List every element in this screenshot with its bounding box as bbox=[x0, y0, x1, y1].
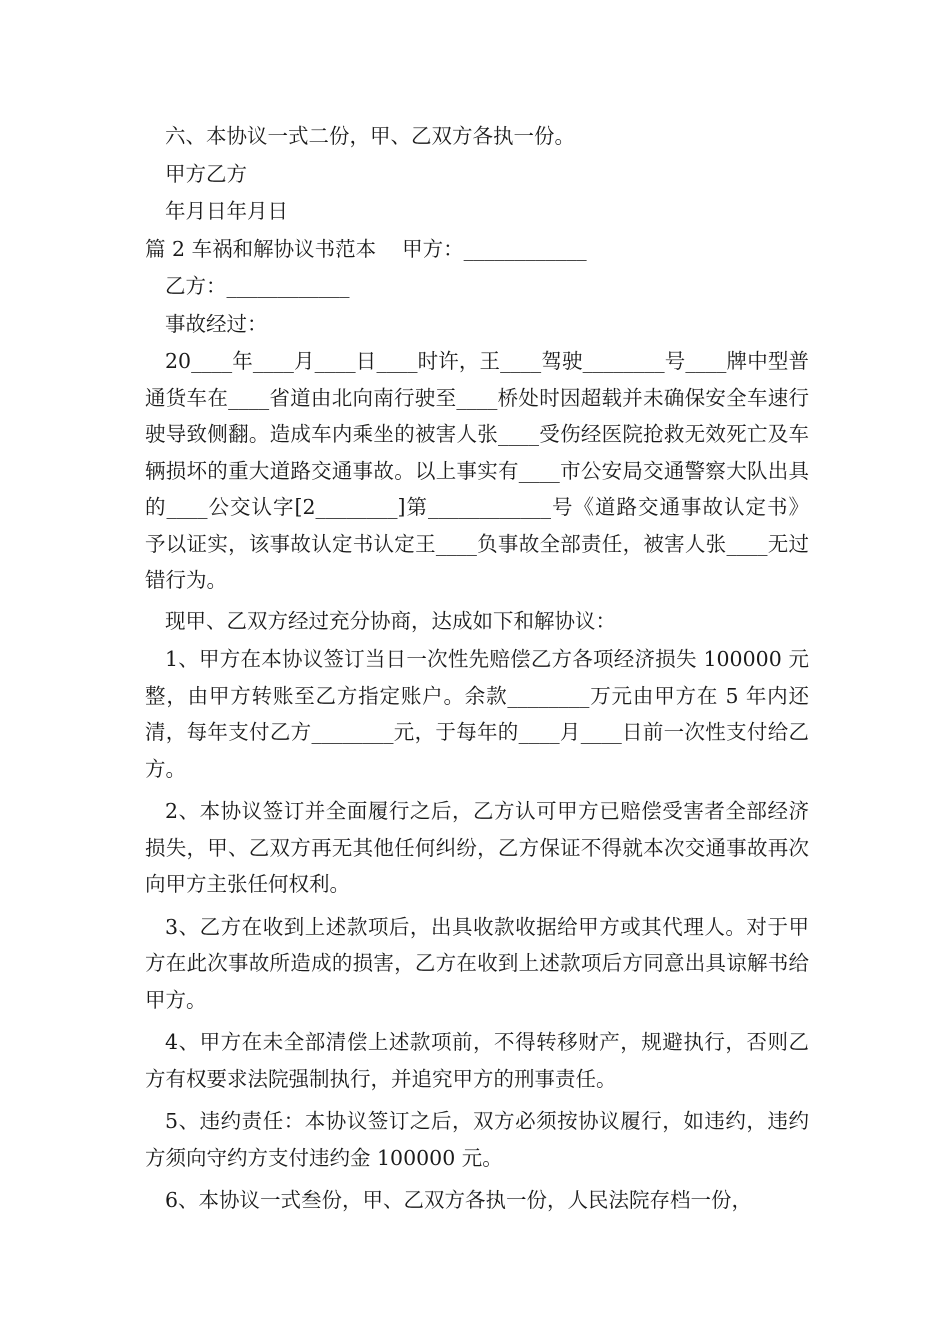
clause-copies-previous: 六、本协议一式二份，甲、乙双方各执一份。 bbox=[165, 124, 575, 148]
clause-4: 4、甲方在未全部清偿上述款项前，不得转移财产，规避执行，否则乙方有权要求法院强制执行，并追究甲方的刑事责任。 bbox=[145, 1030, 809, 1091]
clause-6: 6、本协议一式叁份，甲、乙双方各执一份，人民法院存档一份， bbox=[165, 1188, 753, 1212]
clause-1: 1、甲方在本协议签订当日一次性先赔偿乙方各项经济损失 100000 元整，由甲方转账至乙方指定账户。余款________万元由甲方在 5 年内还清，每年支付乙方________元，于每年的____月____日前一次性支付给乙方。 bbox=[145, 647, 809, 781]
document-body bbox=[145, 118, 809, 1219]
clause-5: 5、违约责任：本协议签订之后，双方必须按协议履行，如违约，违约方须向守约方支付违约金 100000 元。 bbox=[145, 1109, 809, 1170]
accident-heading: 事故经过： bbox=[165, 311, 268, 336]
agreement-intro: 现甲、乙双方经过充分协商，达成如下和解协议： bbox=[165, 608, 616, 633]
clause-3: 3、乙方在收到上述款项后，出具收款收据给甲方或其代理人。对于甲方在此次事故所造成的损害，乙方在收到上述款项后方同意出具谅解书给甲方。 bbox=[145, 914, 809, 1012]
section-heading-party-a: 篇 2 车祸和解协议书范本 甲方：____________ bbox=[145, 236, 587, 261]
party-signature-labels: 甲方乙方 bbox=[165, 161, 247, 186]
signature-date-labels: 年月日年月日 bbox=[165, 199, 288, 223]
party-b-line: 乙方：____________ bbox=[165, 274, 350, 298]
accident-description: 20____年____月____日____时许，王____驾驶________号____牌中型普通货车在____省道由北向南行驶至____桥处时因超载并未确保安全车速行驶导致侧翻。造成车内乘坐的被害人张____受伤经医院抢救无效死亡及车辆损坏的重大道路交通事故。以上事实有____市公安局交通警察大队出具的____公交认字[2________]第____________号《道路交通事故认定书》予以证实，该事故认定书认定王____负事故全部责任，被害人张____无过错行为。 bbox=[145, 349, 809, 592]
clause-2: 2、本协议签订并全面履行之后，乙方认可甲方已赔偿受害者全部经济损失，甲、乙双方再无其他任何纠纷，乙方保证不得就本次交通事故再次向甲方主张任何权利。 bbox=[145, 799, 809, 896]
